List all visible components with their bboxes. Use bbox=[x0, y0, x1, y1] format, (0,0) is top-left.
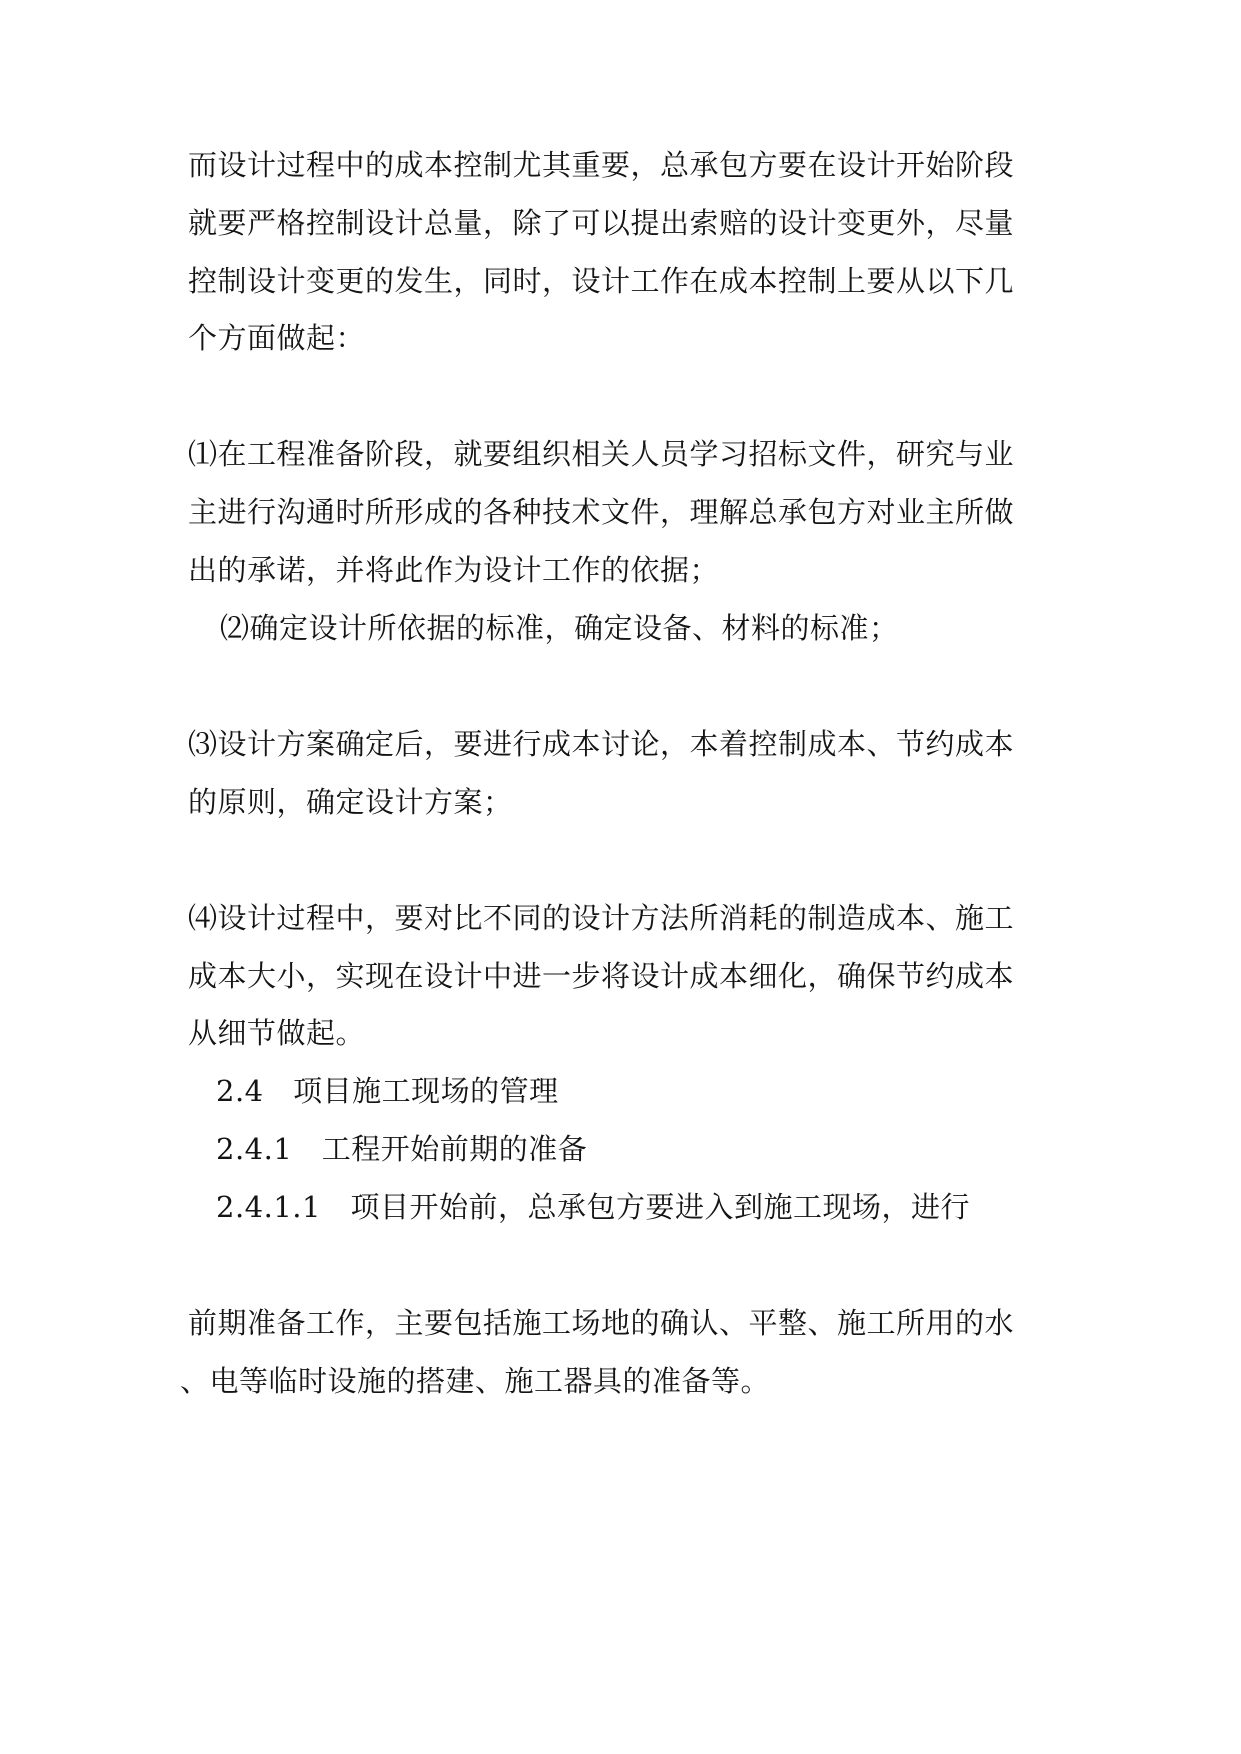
text-line: 成本大小，实现在设计中进一步将设计成本细化，确保节约成本 bbox=[188, 959, 1015, 993]
text-line: 出的承诺，并将此作为设计工作的依据； bbox=[188, 553, 720, 587]
heading-2-4-1: 2.4.1 工程开始前期的准备 bbox=[216, 1132, 588, 1166]
text-line: 就要严格控制设计总量，除了可以提出索赔的设计变更外，尽量 bbox=[188, 206, 1015, 240]
text-line: 从细节做起。 bbox=[188, 1016, 366, 1050]
text-line: ⑵确定设计所依据的标准，确定设备、材料的标准； bbox=[220, 611, 899, 645]
text-line: 主进行沟通时所形成的各种技术文件，理解总承包方对业主所做 bbox=[188, 495, 1015, 529]
text-line: 个方面做起： bbox=[188, 321, 366, 355]
text-line: ⑷设计过程中，要对比不同的设计方法所消耗的制造成本、施工 bbox=[188, 901, 1015, 935]
heading-2-4: 2.4 项目施工现场的管理 bbox=[216, 1074, 559, 1108]
text-line: 、电等临时设施的搭建、施工器具的准备等。 bbox=[180, 1364, 771, 1398]
text-line: 的原则，确定设计方案； bbox=[188, 785, 513, 819]
text-line: 而设计过程中的成本控制尤其重要，总承包方要在设计开始阶段 bbox=[188, 148, 1015, 182]
text-line: 前期准备工作，主要包括施工场地的确认、平整、施工所用的水 bbox=[188, 1306, 1015, 1340]
text-line: ⑶设计方案确定后，要进行成本讨论，本着控制成本、节约成本 bbox=[188, 727, 1015, 761]
text-line: ⑴在工程准备阶段，就要组织相关人员学习招标文件，研究与业 bbox=[188, 437, 1015, 471]
heading-2-4-1-1: 2.4.1.1 项目开始前，总承包方要进入到施工现场，进行 bbox=[216, 1190, 970, 1224]
text-line: 控制设计变更的发生，同时，设计工作在成本控制上要从以下几 bbox=[188, 264, 1015, 298]
